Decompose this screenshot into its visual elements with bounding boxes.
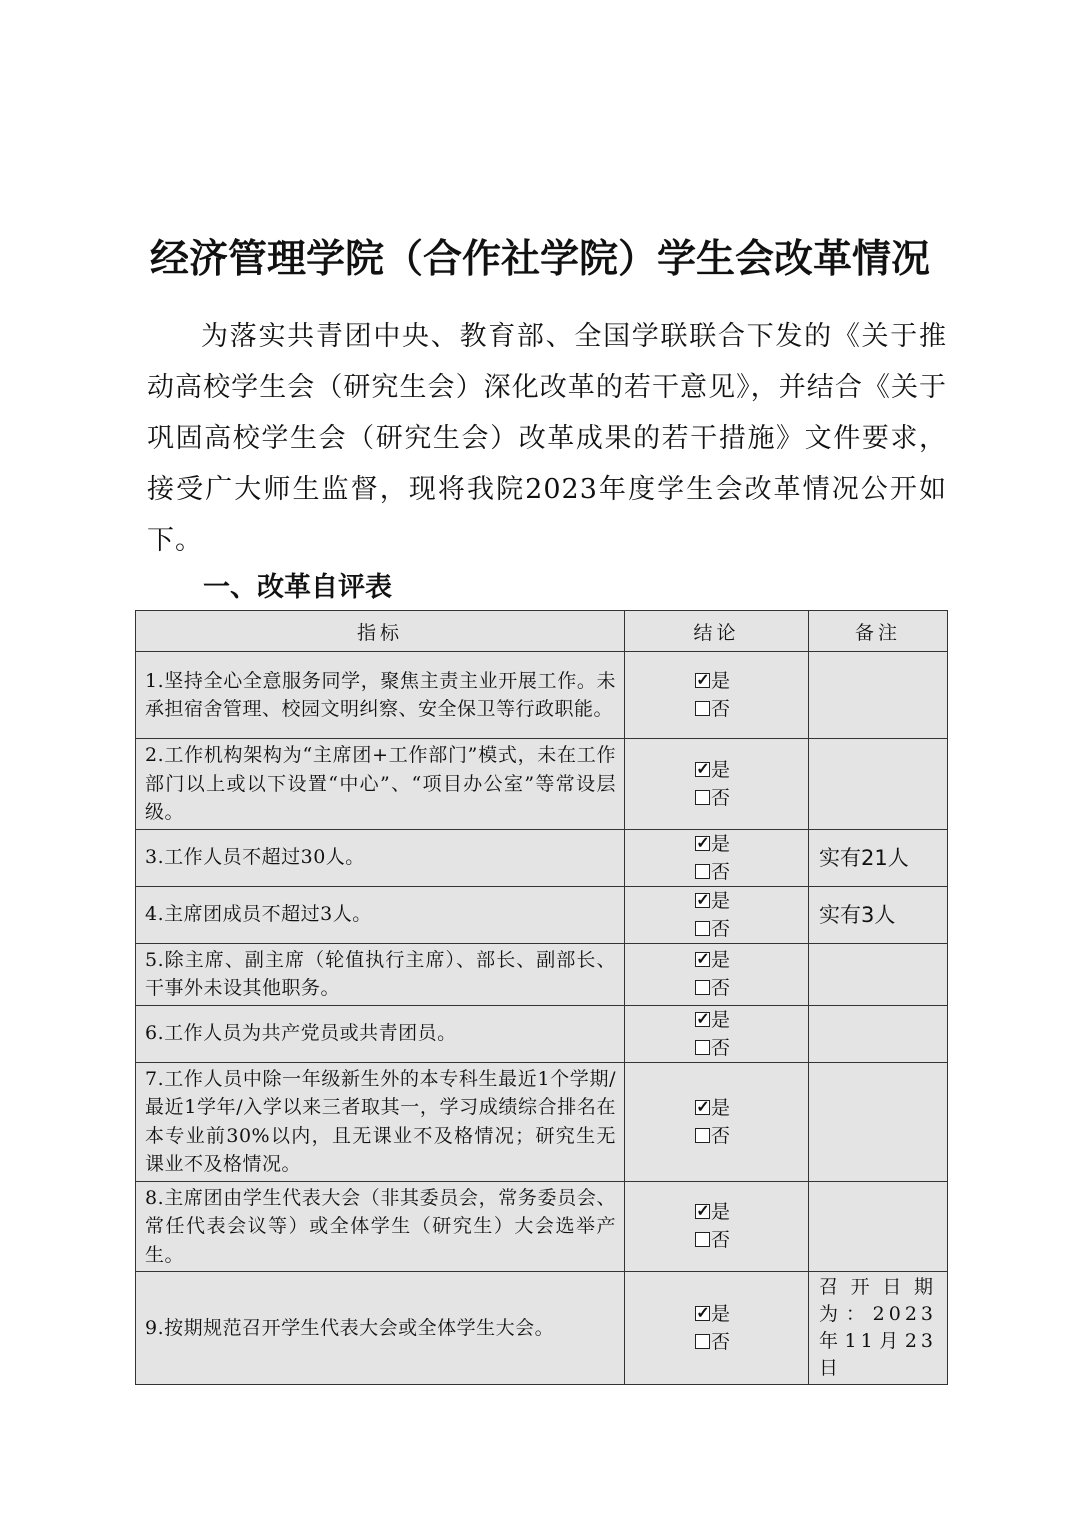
option-no-label: 否	[711, 1036, 731, 1059]
checkmark-icon: ✓	[696, 832, 710, 852]
option-yes	[695, 830, 808, 858]
conclusion-cell	[625, 886, 809, 943]
checkbox-yes-icon[interactable]	[695, 1303, 710, 1322]
option-no-label: 否	[711, 977, 731, 999]
checkbox-no-icon[interactable]	[695, 790, 710, 805]
option-yes-label: 是	[711, 1008, 731, 1031]
conclusion-cell	[625, 943, 809, 1005]
remark-cell	[809, 1005, 948, 1062]
checkbox-yes-icon[interactable]	[695, 758, 710, 778]
indicator-cell: 5.除主席、副主席（轮值执行主席）、部长、副部长、干事外未设其他职务。	[136, 943, 625, 1005]
option-no-label: 否	[711, 1229, 731, 1252]
conclusion-cell	[625, 1062, 809, 1181]
checkbox-no-icon[interactable]	[695, 980, 710, 995]
option-no-label: 否	[711, 917, 731, 940]
option-no	[695, 1226, 808, 1254]
table-row	[136, 943, 948, 1005]
remark-cell	[809, 1062, 948, 1181]
checkbox-yes-icon[interactable]	[695, 949, 710, 968]
table-row	[136, 886, 948, 943]
table-row	[136, 1062, 948, 1181]
checkmark-icon: ✓	[696, 1201, 710, 1221]
conclusion-cell	[625, 829, 809, 886]
option-yes-label: 是	[711, 889, 731, 912]
option-yes-label: 是	[711, 949, 731, 971]
option-no	[695, 695, 808, 723]
option-yes-label: 是	[711, 832, 731, 855]
header-indicator: 指标	[136, 611, 625, 652]
checkmark-icon: ✓	[696, 670, 710, 689]
table-body	[136, 652, 948, 1385]
option-yes	[695, 887, 808, 915]
option-yes	[695, 1300, 808, 1328]
option-no	[695, 1034, 808, 1062]
checkmark-icon: ✓	[696, 889, 710, 909]
table-row	[136, 1272, 948, 1385]
option-yes	[695, 756, 808, 784]
option-yes	[695, 1006, 808, 1034]
conclusion-cell	[625, 1005, 809, 1062]
remark-cell: 实有3人	[809, 886, 948, 943]
header-conclusion: 结论	[625, 611, 809, 652]
option-no-label: 否	[711, 786, 731, 809]
checkmark-icon: ✓	[696, 1008, 710, 1028]
table-row	[136, 1181, 948, 1272]
option-no	[695, 1122, 808, 1150]
checkbox-no-icon[interactable]	[695, 921, 710, 936]
checkbox-yes-icon[interactable]	[695, 1201, 710, 1221]
option-yes-label: 是	[711, 1096, 731, 1119]
remark-cell: 实有21人	[809, 829, 948, 886]
remark-cell: 召开日期为：2023年11月23日	[809, 1272, 948, 1385]
option-no	[695, 974, 808, 1002]
remark-cell	[809, 739, 948, 830]
indicator-cell: 4.主席团成员不超过3人。	[136, 886, 625, 943]
checkbox-yes-icon[interactable]	[695, 832, 710, 852]
conclusion-cell	[625, 1272, 809, 1385]
indicator-cell: 7.工作人员中除一年级新生外的本专科生最近1个学期/最近1学年/入学以来三者取其一，学习成绩综合排名在本专业前30%以内，且无课业不及格情况；研究生无课业不及格情况。	[136, 1062, 625, 1181]
checkbox-yes-icon[interactable]	[695, 889, 710, 909]
checkbox-no-icon[interactable]	[695, 1128, 710, 1143]
remark-cell	[809, 1181, 948, 1272]
checkmark-icon: ✓	[696, 1303, 710, 1322]
option-no-label: 否	[711, 860, 731, 883]
indicator-cell: 1.坚持全心全意服务同学，聚焦主责主业开展工作。未承担宿舍管理、校园文明纠察、安全保卫等行政职能。	[136, 652, 625, 739]
intro-paragraph: 为落实共青团中央、教育部、全国学联联合下发的《关于推动高校学生会（研究生会）深化改革的若干意见》，并结合《关于巩固高校学生会（研究生会）改革成果的若干措施》文件要求，接受广大师生监督，现将我院2023年度学生会改革情况公开如下。	[147, 321, 947, 556]
checkbox-yes-icon[interactable]	[695, 1008, 710, 1028]
option-no-label: 否	[711, 698, 731, 720]
option-yes	[695, 1198, 808, 1226]
remark-cell	[809, 652, 948, 739]
option-yes-label: 是	[711, 758, 731, 781]
option-no-label: 否	[711, 1124, 731, 1147]
checkbox-no-icon[interactable]	[695, 701, 710, 716]
indicator-cell: 8.主席团由学生代表大会（非其委员会，常务委员会、常任代表会议等）或全体学生（研究生）大会选举产生。	[136, 1181, 625, 1272]
option-no	[695, 784, 808, 812]
option-yes-label: 是	[711, 1303, 731, 1325]
remark-cell	[809, 943, 948, 1005]
conclusion-cell	[625, 652, 809, 739]
table-row	[136, 652, 948, 739]
option-no	[695, 915, 808, 943]
table-row	[136, 1005, 948, 1062]
indicator-cell: 9.按期规范召开学生代表大会或全体学生大会。	[136, 1272, 625, 1385]
checkmark-icon: ✓	[696, 758, 710, 778]
indicator-cell: 2.工作机构架构为“主席团+工作部门”模式，未在工作部门以上或以下设置“中心”、“项目办公室”等常设层级。	[136, 739, 625, 830]
option-yes-label: 是	[711, 1201, 731, 1224]
checkbox-no-icon[interactable]	[695, 1334, 710, 1349]
checkbox-no-icon[interactable]	[695, 1040, 710, 1055]
table-row	[136, 829, 948, 886]
checkbox-no-icon[interactable]	[695, 1232, 710, 1247]
indicator-cell: 6.工作人员为共产党员或共青团员。	[136, 1005, 625, 1062]
option-yes	[695, 946, 808, 974]
option-no-label: 否	[711, 1331, 731, 1353]
indicator-cell: 3.工作人员不超过30人。	[136, 829, 625, 886]
option-yes	[695, 667, 808, 695]
self-evaluation-table	[135, 610, 948, 1385]
checkbox-yes-icon[interactable]	[695, 670, 710, 689]
option-yes	[695, 1094, 808, 1122]
table-header-row	[136, 611, 948, 652]
table-row	[136, 739, 948, 830]
option-yes-label: 是	[711, 670, 731, 692]
checkmark-icon: ✓	[696, 949, 710, 968]
header-remark: 备注	[809, 611, 948, 652]
conclusion-cell	[625, 739, 809, 830]
checkmark-icon: ✓	[696, 1096, 710, 1116]
option-no	[695, 858, 808, 886]
checkbox-yes-icon[interactable]	[695, 1096, 710, 1116]
document-title: 经济管理学院（合作社学院）学生会改革情况	[149, 237, 930, 282]
conclusion-cell	[625, 1181, 809, 1272]
section-heading: 一、改革自评表	[203, 572, 392, 603]
checkbox-no-icon[interactable]	[695, 864, 710, 879]
option-no	[695, 1328, 808, 1356]
